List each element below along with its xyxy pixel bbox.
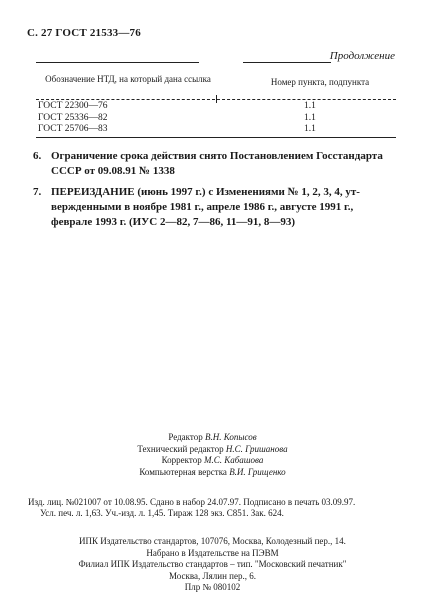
- paragraph-line: СССР от 09.08.91 № 1338: [51, 165, 175, 177]
- credit-line: [0, 455, 425, 467]
- table-row: [38, 124, 398, 136]
- credit-name: Н.С. Гришанова: [225, 443, 288, 454]
- publication-line: Усл. печ. л. 1,63. Уч.-изд. л. 1,45. Тираж 128 экз. С851. Зак. 624.: [40, 508, 284, 519]
- credit-line: [0, 444, 425, 456]
- imprint-line: Набрано в Издательстве на ПЭВМ: [146, 547, 279, 558]
- paragraph-line: вержденными в ноябре 1981 г., апреле 1986 г., августе 1991 г.,: [51, 201, 354, 213]
- credit-role: Технический редактор: [137, 443, 224, 454]
- table-header-reference: Обозначение НТД, на который дана ссылка: [45, 74, 211, 84]
- table-row: [38, 113, 398, 125]
- paragraph-line: феврале 1993 г. (ИУС 2—82, 7—86, 11—91, 8—93): [51, 216, 295, 228]
- publication-info: [28, 497, 398, 519]
- table-cell-clause: 1.1: [304, 112, 316, 123]
- publication-line: Изд. лиц. №021007 от 10.08.95. Сдано в набор 24.07.97. Подписано в печать 03.09.97.: [28, 497, 356, 507]
- table-cell-clause: 1.1: [304, 101, 316, 111]
- paragraph-line: ПЕРЕИЗДАНИЕ (июнь 1997 г.) с Изменениями № 1, 2, 3, 4, ут-: [51, 186, 360, 198]
- table-top-rule: [243, 62, 331, 63]
- paragraph-number: 7.: [33, 186, 42, 198]
- table-cell-reference: ГОСТ 25706—83: [38, 124, 108, 134]
- paragraph-6: [33, 149, 401, 179]
- table-bottom-rule: [36, 137, 396, 138]
- table-cell-clause: 1.1: [304, 124, 316, 134]
- paragraph-line: Ограничение срока действия снято Постановлением Госстандарта: [51, 150, 383, 162]
- credit-name: В.И. Грищенко: [229, 466, 286, 477]
- paragraph-number: 6.: [33, 150, 42, 162]
- imprint-line: ИПК Издательство стандартов, 107076, Москва, Колодезный пер., 14.: [79, 536, 346, 546]
- imprint-line: Москва, Лялин пер., 6.: [169, 570, 256, 581]
- credits-block: [0, 432, 425, 478]
- table-cell-reference: ГОСТ 25336—82: [38, 112, 108, 123]
- credit-role: Редактор: [168, 432, 203, 442]
- table-body: [38, 101, 398, 136]
- paragraph-7: [33, 185, 401, 230]
- credit-line: [0, 467, 425, 479]
- credit-line: [0, 432, 425, 444]
- credit-name: В.Н. Копысов: [205, 432, 257, 442]
- page-header: С. 27 ГОСТ 21533—76: [27, 27, 141, 39]
- imprint-line: Плр № 080102: [184, 582, 241, 593]
- table-row: [38, 101, 398, 113]
- imprint-line: Филиал ИПК Издательство стандартов – тип. "Московский печатник": [78, 559, 347, 570]
- table-top-rule: [36, 62, 199, 63]
- credit-role: Компьютерная верстка: [139, 466, 227, 477]
- credit-role: Корректор: [161, 455, 202, 466]
- table-cell-reference: ГОСТ 22300—76: [38, 101, 108, 111]
- imprint-block: [0, 536, 425, 594]
- credit-name: М.С. Кабашова: [203, 455, 264, 466]
- table-header-clause: Номер пункта, подпункта: [270, 77, 370, 87]
- table-continuation-label: Продолжение: [329, 50, 395, 62]
